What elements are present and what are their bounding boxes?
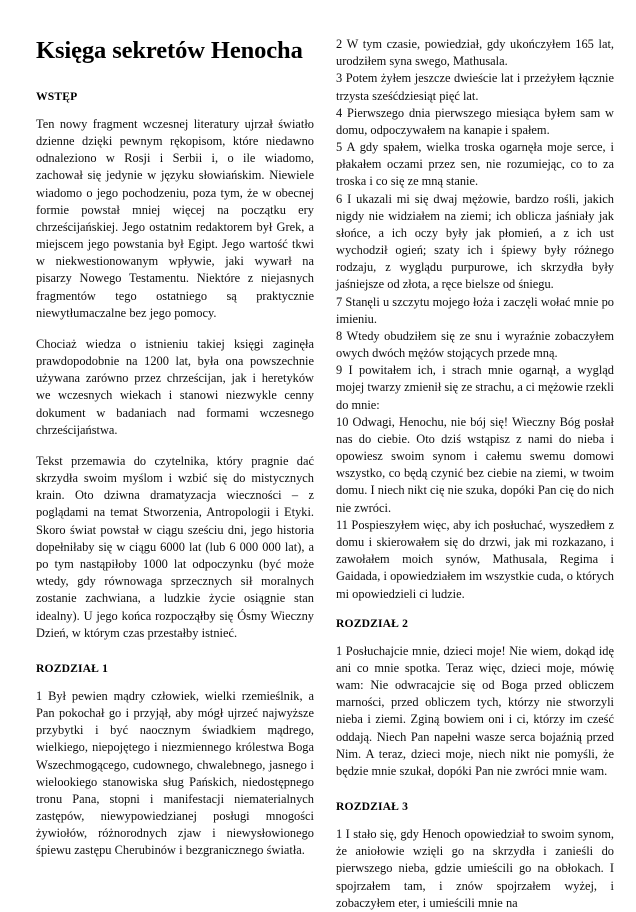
heading-rozdzial-1: ROZDZIAŁ 1 xyxy=(36,661,109,675)
heading-rozdzial-2: ROZDZIAŁ 2 xyxy=(336,616,409,630)
right-column xyxy=(336,36,614,912)
chapter-1-verse-4: 4 Pierwszego dnia pierwszego miesiąca byłem sam w domu, odpoczywałem na kanapie i spałem. xyxy=(336,105,614,137)
intro-paragraph-3: Tekst przemawia do czytelnika, który pragnie dać skrzydła swoim myślom i wzbić się do mistycznych krain. Oto dziwna dramatyzacja wieczności – z poglądami na temat Stworzenia, Antropologii i Etyki. Skoro świat powstał w ciągu sześciu dni, jego historia dopełniłaby się w ciągu 6000 lat (lub 6 000 000 lat), a po tym nastąpiłoby 1000 lat odpoczynku (być może wtedy, gdy równowaga sprzecznych sił moralnych zostanie zachwiana, a ludzkie życie osiągnie stan idealny). U jego końca rozpocząłby się Ósmy Wieczny Dzień, w którym czas przestałby istnieć. xyxy=(36,453,314,640)
chapter-1-verse-2: 2 W tym czasie, powiedział, gdy ukończyłem 165 lat, urodziłem syna swego, Mathusala. xyxy=(336,37,614,69)
chapter-1-verse-6: 6 I ukazali mi się dwaj mężowie, bardzo rośli, jakich nigdy nie widziałem na ziemi; ich oblicza jaśniały jak słońce, a ich oczy były jak płomień, a z ich ust wychodził ogień; szaty ich i śpiewy były różnego rodzaju, z wyglądu purpurowe, ich skrzydła były jaśniejsze od złota, a ręce bielsze od śniegu. xyxy=(336,191,614,292)
chapter-1-verse-9: 9 I powitałem ich, i strach mnie ogarnął, a wygląd mojej twarzy zmienił się ze strachu, a ci mężowie rzekli do mnie: xyxy=(336,363,614,412)
chapter-1-verse-8: 8 Wtedy obudziłem się ze snu i wyraźnie zobaczyłem owych dwóch mężów stojących przede mną. xyxy=(336,328,614,361)
chapter-1-verse-7: 7 Stanęli u szczytu mojego łoża i zaczęli wołać mnie po imieniu. xyxy=(336,294,614,326)
left-column xyxy=(36,36,314,860)
chapter-1-verses-continued xyxy=(336,36,614,603)
chapter-1-verse-11: 11 Pospieszyłem więc, aby ich posłuchać, wyszedłem z domu i skierowałem się do drzwi, jak mi rozkazano, i zawołałem moich synów, Mathusala, Regima i Gaidada, i opowiedziałem im wszystkie cuda, o których mi opowiedzieli ci ludzie. xyxy=(336,517,614,601)
chapter-1-verse-3: 3 Potem żyłem jeszcze dwieście lat i przeżyłem łącznie trzysta sześćdziesiąt pięć lat. xyxy=(336,71,614,103)
page-title: Księga sekretów Henocha xyxy=(36,37,303,64)
chapter-1-verse-5: 5 A gdy spałem, wielka troska ogarnęła moje serce, i płakałem oczami przez sen, nie rozumiejąc, co to za troska i co się ze mną stanie. xyxy=(336,140,614,189)
two-column-layout xyxy=(36,36,614,910)
heading-rozdzial-3: ROZDZIAŁ 3 xyxy=(336,800,409,814)
intro-paragraph-1: Ten nowy fragment wczesnej literatury ujrzał światło dzienne dzięki pewnym rękopisom, które niedawno odnaleziono w Rosji i Serbii i, o ile wiadomo, zachował się jedynie w języku słowiańskim. Niewiele wiadomo o jego pochodzeniu, poza tym, że w obecnej formie powstał mniej więcej na początku ery chrześcijańskiej. Jego ostatnim redaktorem był Grek, a miejscem jego powstania był Egipt. Jego wartość tkwi w niekwestionowanym wpływie, jaki wywarł na pisarzy Nowego Testamentu. Niektóre z niejasnych fragmentów tego ostatniego są praktycznie niewytłumaczalne bez jego pomocy. xyxy=(36,116,314,320)
chapter-1-verse-10: 10 Odwagi, Henochu, nie bój się! Wieczny Bóg posłał nas do ciebie. Oto dziś wstąpisz z nami do nieba i opowiesz swoim synom i całemu swemu domowi wszystko, co będą czynić bez ciebie na ziemi, w twoim domu. I niech nikt cię nie szuka, dopóki Pan cię do nich nie zwróci. xyxy=(336,414,614,515)
chapter-2-verse-1: 1 Posłuchajcie mnie, dzieci moje! Nie wiem, dokąd idę ani co mnie spotka. Teraz więc, dzieci moje, mówię wam: Nie odwracajcie się od Boga przed obliczem marności, przed obliczem tych, którzy nie stworzyli nieba i ziemi. Zginą bowiem oni i ci, którzy im cześć oddają. Niech Pan napełni wasze serca bojaźnią przed Nim. A teraz, dzieci moje, niech nikt nie pomyśli, że będzie mnie szukał, dopóki Pan nie zwróci mnie wam. xyxy=(336,643,614,778)
heading-wstep: WSTĘP xyxy=(36,89,78,103)
chapter-1-verse-1: 1 Był pewien mądry człowiek, wielki rzemieślnik, a Pan pokochał go i przyjął, aby mógł ujrzeć najwyższe przybytki i być naocznym świadkiem mądrego, wielkiego, niepojętego i niezmiennego królestwa Boga Wszechmogącego, cudownego, chwalebnego, jasnego i wielookiego stanowiska sług Pańskich, niedostępnego tronu Pana, stopni i manifestacji niematerialnych zastępów, niewypowiedzianej posługi mnogości żywiołów, różnorodnych zjaw i niewysłowionego śpiewu zastępu Cherubinów i bezgranicznego światła. xyxy=(36,688,314,858)
chapter-3-verse-1: 1 I stało się, gdy Henoch opowiedział to swoim synom, że aniołowie wzięli go na skrzydła i zanieśli do pierwszego nieba, gdzie umieścili go na obłokach. I spojrzałem tam, i znów spojrzałem wyżej, i zobaczyłem eter, i umieścili mnie na xyxy=(336,827,614,910)
intro-paragraph-2: Chociaż wiedza o istnieniu takiej księgi zaginęła prawdopodobnie na 1200 lat, była ona powszechnie używana zarówno przez chrześcijan, jak i heretyków we wczesnych wiekach i stanowi niezwykle cenny dokument w badaniach nad formami wczesnego chrześcijaństwa. xyxy=(36,336,314,437)
